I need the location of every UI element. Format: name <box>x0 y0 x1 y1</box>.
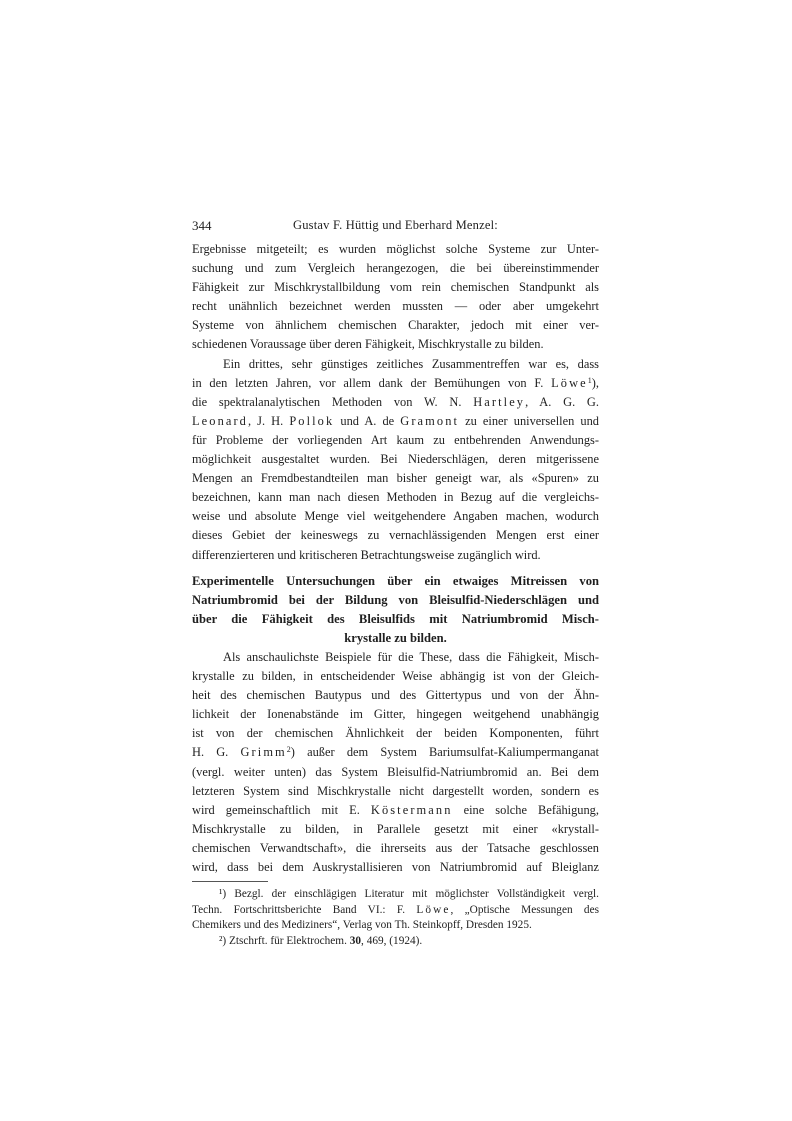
footnote-ref: 1 <box>587 375 592 385</box>
heading-line: Natriumbromid bei der Bildung von Bleisulfid-Niederschlägen und <box>192 592 599 607</box>
text-line: chemischen Verwandtschaft», die ihrerseits aus der Tatsache geschlossen <box>192 840 599 855</box>
text-line: ist von der chemischen Ähnlichkeit der beiden Komponenten, führt <box>192 726 599 741</box>
text-line <box>192 412 599 431</box>
text-fragment: eine solche Befähigung, <box>463 802 599 817</box>
section-heading <box>192 572 599 648</box>
text-line: Mischkrystalle zu bilden, in Parallele gesetzt mit einer «krystall- <box>192 821 599 836</box>
footnote-line <box>192 934 599 950</box>
footnote-line: Chemikers und des Mediziners“, Verlag von Th. Steinkopff, Dresden 1925. <box>192 919 532 932</box>
footnote-separator <box>192 881 268 882</box>
text-line: schiedenen Voraussage über deren Fähigkeit, Mischkrystalle zu bilden. <box>192 337 544 352</box>
text-line <box>192 374 599 393</box>
text-fragment: , 469, (1924). <box>361 934 423 947</box>
running-header-authors: Gustav F. Hüttig und Eberhard Menzel: <box>293 218 498 232</box>
spaced-name: Köstermann <box>370 802 453 817</box>
text-line <box>192 393 599 412</box>
text-fragment: , J. H. <box>247 413 284 428</box>
heading-line: Experimentelle Untersuchungen über ein etwaiges Mitreissen von <box>192 573 599 588</box>
running-header <box>192 218 599 240</box>
text-line: weise und absolute Menge viel weitgehendere Angaben machen, wodurch <box>192 509 599 524</box>
page-text-block <box>192 218 599 949</box>
footnote-line <box>192 903 599 919</box>
text-line: wird, dass bei dem Auskrystallisieren von Natriumbromid auf Bleiglanz <box>192 860 599 874</box>
text-line <box>192 801 599 820</box>
text-line: Ein drittes, sehr günstiges zeitliches Zusammentreffen war es, dass <box>223 356 599 371</box>
text-fragment: , A. G. G. <box>525 394 599 409</box>
text-line: suchung und zum Vergleich herangezogen, die bei übereinstimmender <box>192 261 599 276</box>
text-line: Ergebnisse mitgeteilt; es wurden möglichst solche Systeme zur Unter- <box>192 242 599 256</box>
text-line: heit des chemischen Bautypus und des Gittertypus und von der Ähn- <box>192 688 599 703</box>
text-line: krystalle zu bilden, in entscheidender Weise abhängig ist von der Gleich- <box>192 669 599 684</box>
text-fragment: zu einer universellen und <box>465 413 599 428</box>
text-line: letzteren System sind Mischkrystalle nicht dargestellt worden, sondern es <box>192 783 599 798</box>
text-fragment: ), <box>591 375 599 390</box>
spaced-name: Grimm <box>240 745 287 760</box>
spaced-name: Gramont <box>400 413 460 428</box>
spaced-name: Hartley <box>473 394 526 409</box>
text-fragment: Techn. Fortschrittsberichte Band VI.: F. <box>192 903 406 916</box>
text-fragment: die spektralanalytischen Methoden von W. N. <box>192 394 462 409</box>
text-fragment: wird gemeinschaftlich mit E. <box>192 802 360 817</box>
footnotes <box>192 887 599 949</box>
paragraph-2 <box>192 355 599 565</box>
text-line: für Probleme der vorliegenden Art kaum zu entbehrenden Anwendungs- <box>192 432 599 447</box>
text-fragment: ) außer dem System Bariumsulfat-Kaliumpermanganat <box>290 745 599 760</box>
text-line: dieses Gebiet der keineswegs zu vernachlässigenden Mengen erst einer <box>192 528 599 543</box>
text-line: Mengen an Fremdbestandteilen man bisher geneigt war, als «Spuren» zu <box>192 471 599 486</box>
text-line: (vergl. weiter unten) das System Bleisulfid-Natriumbromid an. Bei dem <box>192 764 599 779</box>
text-line: bezeichnen, kann man nach diesen Methoden in Bezug auf die vergleichs- <box>192 490 599 505</box>
text-line <box>192 743 599 762</box>
text-line: recht unähnlich bezeichnet werden mussten — oder aber umgekehrt <box>192 299 599 314</box>
text-line: Fähigkeit zur Mischkrystallbildung vom rein chemischen Standpunkt als <box>192 280 599 295</box>
spaced-name: Löwe <box>551 375 588 390</box>
spaced-name: Leonard <box>192 413 248 428</box>
text-line: Als anschaulichste Beispiele für die These, dass die Fähigkeit, Misch- <box>223 649 599 664</box>
heading-line: über die Fähigkeit des Bleisulfids mit Natriumbromid Misch- <box>192 611 599 626</box>
footnote-ref: 2 <box>286 745 291 755</box>
spaced-name: Pollok <box>289 413 335 428</box>
footnote-line: ¹) Bezgl. der einschlägigen Literatur mit möglichster Vollständigkeit vergl. <box>219 888 599 901</box>
text-line: differenzierteren und kritischeren Betrachtungsweise zugänglich wird. <box>192 547 541 562</box>
text-fragment: und A. de <box>340 413 395 428</box>
volume-number: 30 <box>349 934 362 947</box>
text-fragment: in den letzten Jahren, vor allem dank der Bemühungen von F. <box>192 375 544 390</box>
text-line: Systeme von ähnlichem chemischen Charakter, jedoch mit einer ver- <box>192 318 599 333</box>
heading-line: krystalle zu bilden. <box>344 630 447 645</box>
text-line: lichkeit der Ionenabstände im Gitter, hingegen weitgehend unabhängig <box>192 707 599 722</box>
paragraph-1 <box>192 240 599 355</box>
page-number: 344 <box>192 218 212 233</box>
text-fragment: H. G. <box>192 745 229 760</box>
spaced-name: Löwe <box>416 903 451 916</box>
text-fragment: , „Optische Messungen des <box>450 903 599 916</box>
text-line: möglichkeit ausgestaltet wurden. Bei Niederschlägen, deren mitgerissene <box>192 452 599 467</box>
paragraph-3 <box>192 648 599 877</box>
text-fragment: ²) Ztschrft. für Elektrochem. <box>219 934 347 947</box>
